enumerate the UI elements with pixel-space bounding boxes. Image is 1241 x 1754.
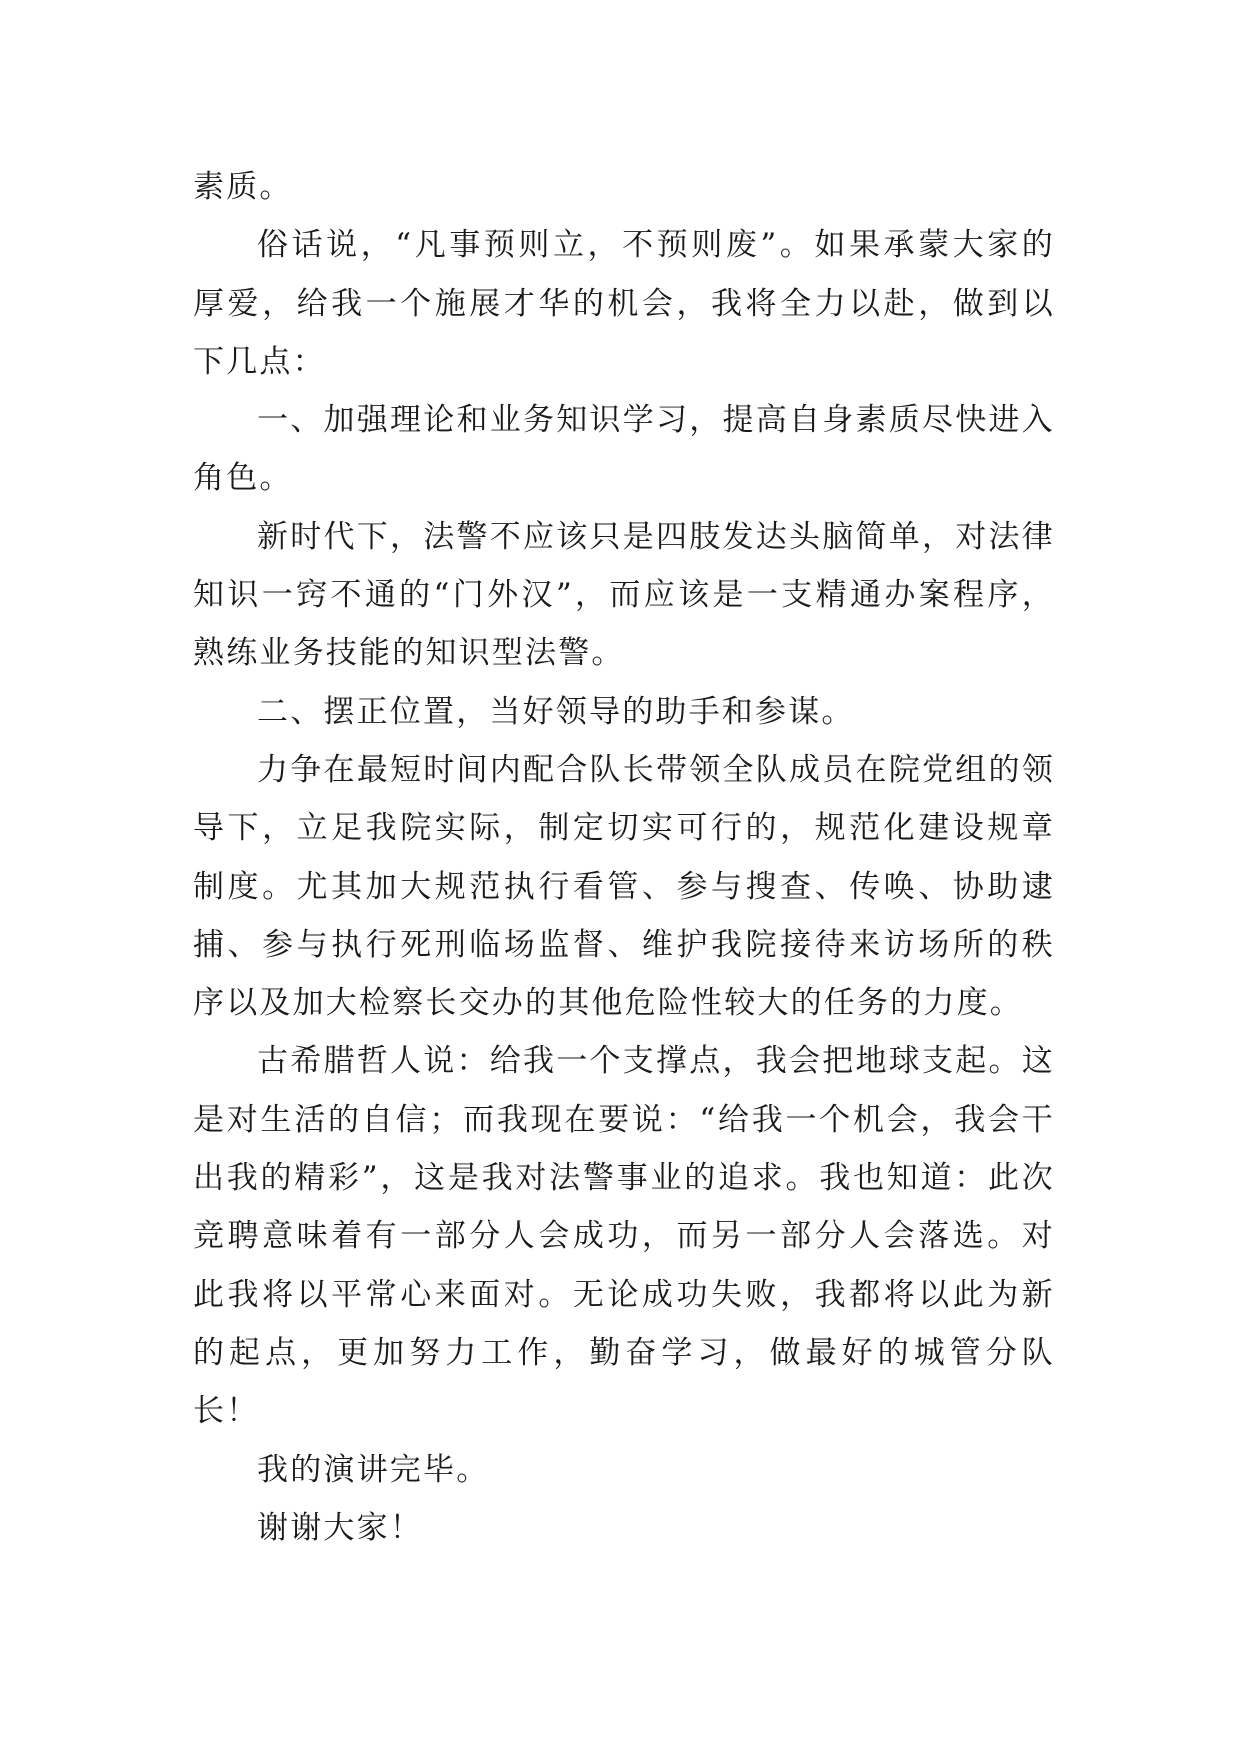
paragraph-continuation: 素质。 bbox=[193, 169, 293, 205]
paragraph-thanks: 谢谢大家！ bbox=[257, 1509, 423, 1546]
paragraph-point-one: 一、加强理论和业务知识学习，提高自身素质尽快进入角色。 bbox=[193, 402, 1055, 497]
paragraph-philosopher: 古希腊哲人说：给我一个支撑点，我会把地球支起。这是对生活的自信；而我现在要说：“给我一个机会，我会干出我的精彩”，这是我对法警事业的追求。我也知道：此次竞聘意味着有一部分人会成功，而另一部分人会落选。对此我将以平常心来面对。无论成功失败，我都将以此为新的起点，更加努力工作，勤奋学习，做最好的城管分队长！ bbox=[193, 1043, 1055, 1430]
paragraph-strive: 力争在最短时间内配合队长带领全队成员在院党组的领导下，立足我院实际，制定切实可行的，规范化建设规章制度。尤其加大规范执行看管、参与搜查、传唤、协助逮捕、参与执行死刑临场监督、维护我院接待来访场所的秩序以及加大检察长交办的其他危险性较大的任务的力度。 bbox=[193, 751, 1055, 1022]
paragraph-new-era: 新时代下，法警不应该只是四肢发达头脑简单，对法律知识一窍不通的“门外汉”，而应该是一支精通办案程序，熟练业务技能的知识型法警。 bbox=[193, 518, 1055, 672]
paragraph-speech-end: 我的演讲完毕。 bbox=[257, 1451, 490, 1488]
paragraph-point-two: 二、摆正位置，当好领导的助手和参谋。 bbox=[257, 693, 855, 730]
paragraph-proverb: 俗话说，“凡事预则立，不预则废”。如果承蒙大家的厚爱，给我一个施展才华的机会，我将全力以赴，做到以下几点： bbox=[193, 227, 1055, 380]
document-body bbox=[193, 158, 1055, 1557]
